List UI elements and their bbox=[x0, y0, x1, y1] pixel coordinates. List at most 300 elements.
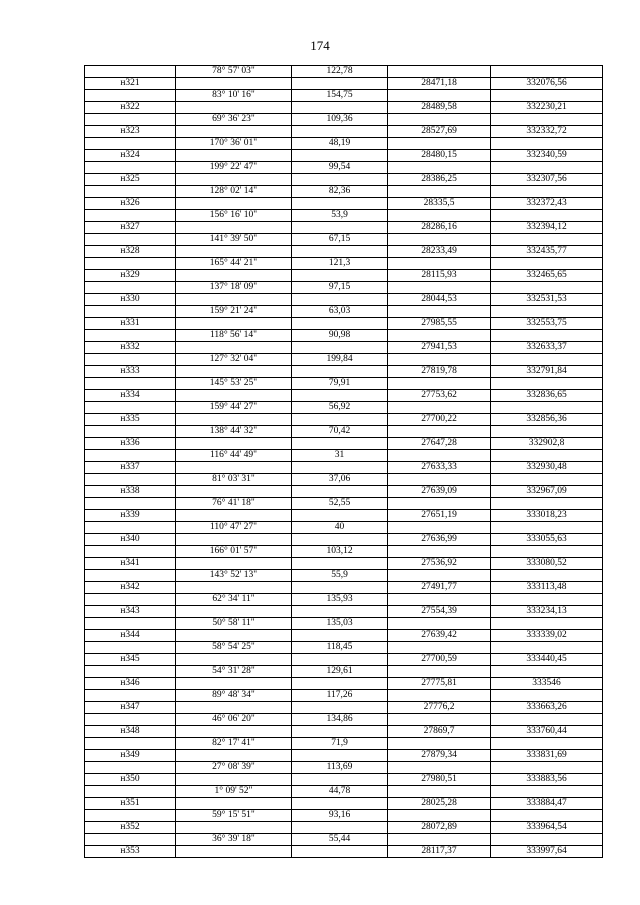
point-name-cell: н353 bbox=[85, 846, 176, 858]
segment-row bbox=[85, 210, 603, 222]
empty-cell bbox=[85, 498, 176, 510]
empty-cell bbox=[176, 678, 292, 690]
segment-length-cell: 199,84 bbox=[292, 354, 388, 366]
empty-cell bbox=[388, 594, 491, 606]
empty-cell bbox=[176, 798, 292, 810]
point-name-cell: н327 bbox=[85, 222, 176, 234]
segment-row bbox=[85, 594, 603, 606]
x-coordinate-cell: 28527,69 bbox=[388, 126, 491, 138]
direction-angle-cell: 50° 58' 11" bbox=[176, 618, 292, 630]
y-coordinate-cell: 333113,48 bbox=[491, 582, 603, 594]
direction-angle-cell: 81° 03' 31" bbox=[176, 474, 292, 486]
empty-cell bbox=[85, 402, 176, 414]
point-name-cell: н352 bbox=[85, 822, 176, 834]
x-coordinate-cell: 27980,51 bbox=[388, 774, 491, 786]
point-row bbox=[85, 78, 603, 90]
empty-cell bbox=[388, 618, 491, 630]
empty-cell bbox=[388, 210, 491, 222]
segment-length-cell: 56,92 bbox=[292, 402, 388, 414]
empty-cell bbox=[176, 462, 292, 474]
point-row bbox=[85, 774, 603, 786]
empty-cell bbox=[292, 390, 388, 402]
segment-length-cell: 55,9 bbox=[292, 570, 388, 582]
segment-row bbox=[85, 330, 603, 342]
x-coordinate-cell: 27633,33 bbox=[388, 462, 491, 474]
point-name-cell: н332 bbox=[85, 342, 176, 354]
empty-cell bbox=[491, 450, 603, 462]
y-coordinate-cell: 333546 bbox=[491, 678, 603, 690]
x-coordinate-cell: 27554,39 bbox=[388, 606, 491, 618]
y-coordinate-cell: 332902,8 bbox=[491, 438, 603, 450]
segment-length-cell: 63,03 bbox=[292, 306, 388, 318]
segment-row bbox=[85, 834, 603, 846]
empty-cell bbox=[292, 702, 388, 714]
segment-row bbox=[85, 474, 603, 486]
segment-length-cell: 109,36 bbox=[292, 114, 388, 126]
empty-cell bbox=[85, 330, 176, 342]
empty-cell bbox=[491, 66, 603, 78]
page-number: 174 bbox=[310, 38, 330, 53]
empty-cell bbox=[292, 438, 388, 450]
empty-cell bbox=[85, 354, 176, 366]
empty-cell bbox=[292, 222, 388, 234]
segment-row bbox=[85, 306, 603, 318]
empty-cell bbox=[388, 402, 491, 414]
empty-cell bbox=[292, 486, 388, 498]
empty-cell bbox=[292, 750, 388, 762]
y-coordinate-cell: 332076,56 bbox=[491, 78, 603, 90]
empty-cell bbox=[176, 702, 292, 714]
empty-cell bbox=[491, 786, 603, 798]
segment-length-cell: 90,98 bbox=[292, 330, 388, 342]
empty-cell bbox=[388, 186, 491, 198]
empty-cell bbox=[491, 162, 603, 174]
direction-angle-cell: 165° 44' 21" bbox=[176, 258, 292, 270]
x-coordinate-cell: 28025,28 bbox=[388, 798, 491, 810]
segment-row bbox=[85, 570, 603, 582]
y-coordinate-cell: 332531,53 bbox=[491, 294, 603, 306]
direction-angle-cell: 82° 17' 41" bbox=[176, 738, 292, 750]
point-row bbox=[85, 246, 603, 258]
segment-row bbox=[85, 378, 603, 390]
empty-cell bbox=[292, 558, 388, 570]
point-name-cell: н336 bbox=[85, 438, 176, 450]
y-coordinate-cell: 332307,56 bbox=[491, 174, 603, 186]
empty-cell bbox=[292, 318, 388, 330]
empty-cell bbox=[491, 570, 603, 582]
empty-cell bbox=[292, 462, 388, 474]
empty-cell bbox=[176, 750, 292, 762]
empty-cell bbox=[388, 90, 491, 102]
point-name-cell: н343 bbox=[85, 606, 176, 618]
empty-cell bbox=[491, 834, 603, 846]
segment-row bbox=[85, 666, 603, 678]
point-name-cell: н346 bbox=[85, 678, 176, 690]
empty-cell bbox=[85, 546, 176, 558]
point-name-cell: н328 bbox=[85, 246, 176, 258]
empty-cell bbox=[292, 726, 388, 738]
x-coordinate-cell: 27819,78 bbox=[388, 366, 491, 378]
point-row bbox=[85, 102, 603, 114]
segment-length-cell: 53,9 bbox=[292, 210, 388, 222]
empty-cell bbox=[176, 414, 292, 426]
segment-length-cell: 154,75 bbox=[292, 90, 388, 102]
y-coordinate-cell: 333440,45 bbox=[491, 654, 603, 666]
x-coordinate-cell: 28233,49 bbox=[388, 246, 491, 258]
empty-cell bbox=[388, 258, 491, 270]
segment-row bbox=[85, 426, 603, 438]
empty-cell bbox=[388, 282, 491, 294]
x-coordinate-cell: 28072,89 bbox=[388, 822, 491, 834]
y-coordinate-cell: 333663,26 bbox=[491, 702, 603, 714]
point-row bbox=[85, 318, 603, 330]
segment-row bbox=[85, 762, 603, 774]
y-coordinate-cell: 332930,48 bbox=[491, 462, 603, 474]
empty-cell bbox=[491, 426, 603, 438]
segment-row bbox=[85, 258, 603, 270]
point-row bbox=[85, 126, 603, 138]
direction-angle-cell: 141° 39' 50" bbox=[176, 234, 292, 246]
point-name-cell: н335 bbox=[85, 414, 176, 426]
empty-cell bbox=[176, 174, 292, 186]
point-row bbox=[85, 414, 603, 426]
x-coordinate-cell: 27869,7 bbox=[388, 726, 491, 738]
segment-row bbox=[85, 498, 603, 510]
segment-length-cell: 31 bbox=[292, 450, 388, 462]
x-coordinate-cell: 27776,2 bbox=[388, 702, 491, 714]
empty-cell bbox=[491, 666, 603, 678]
segment-row bbox=[85, 690, 603, 702]
segment-length-cell: 122,78 bbox=[292, 66, 388, 78]
empty-cell bbox=[292, 342, 388, 354]
empty-cell bbox=[388, 306, 491, 318]
direction-angle-cell: 166° 01' 57" bbox=[176, 546, 292, 558]
y-coordinate-cell: 333964,54 bbox=[491, 822, 603, 834]
empty-cell bbox=[388, 714, 491, 726]
x-coordinate-cell: 27536,92 bbox=[388, 558, 491, 570]
point-name-cell: н342 bbox=[85, 582, 176, 594]
segment-row bbox=[85, 114, 603, 126]
empty-cell bbox=[491, 474, 603, 486]
point-name-cell: н334 bbox=[85, 390, 176, 402]
point-name-cell: н321 bbox=[85, 78, 176, 90]
point-name-cell: н350 bbox=[85, 774, 176, 786]
empty-cell bbox=[491, 306, 603, 318]
direction-angle-cell: 143° 52' 13" bbox=[176, 570, 292, 582]
point-row bbox=[85, 486, 603, 498]
empty-cell bbox=[85, 810, 176, 822]
x-coordinate-cell: 27879,34 bbox=[388, 750, 491, 762]
segment-row bbox=[85, 90, 603, 102]
empty-cell bbox=[491, 690, 603, 702]
empty-cell bbox=[176, 246, 292, 258]
x-coordinate-cell: 27753,62 bbox=[388, 390, 491, 402]
empty-cell bbox=[491, 114, 603, 126]
y-coordinate-cell: 333883,56 bbox=[491, 774, 603, 786]
direction-angle-cell: 58° 54' 25" bbox=[176, 642, 292, 654]
empty-cell bbox=[85, 474, 176, 486]
segment-row bbox=[85, 186, 603, 198]
point-name-cell: н324 bbox=[85, 150, 176, 162]
x-coordinate-cell: 28489,58 bbox=[388, 102, 491, 114]
empty-cell bbox=[388, 138, 491, 150]
point-row bbox=[85, 366, 603, 378]
empty-cell bbox=[388, 666, 491, 678]
empty-cell bbox=[388, 570, 491, 582]
empty-cell bbox=[85, 594, 176, 606]
empty-cell bbox=[85, 834, 176, 846]
empty-cell bbox=[85, 186, 176, 198]
x-coordinate-cell: 28480,15 bbox=[388, 150, 491, 162]
segment-length-cell: 99,54 bbox=[292, 162, 388, 174]
segment-length-cell: 135,03 bbox=[292, 618, 388, 630]
empty-cell bbox=[388, 642, 491, 654]
direction-angle-cell: 199° 22' 47" bbox=[176, 162, 292, 174]
point-row bbox=[85, 438, 603, 450]
empty-cell bbox=[176, 510, 292, 522]
x-coordinate-cell: 27775,81 bbox=[388, 678, 491, 690]
point-row bbox=[85, 582, 603, 594]
segment-length-cell: 121,3 bbox=[292, 258, 388, 270]
segment-length-cell: 82,36 bbox=[292, 186, 388, 198]
point-row bbox=[85, 198, 603, 210]
segment-length-cell: 93,16 bbox=[292, 810, 388, 822]
empty-cell bbox=[176, 390, 292, 402]
direction-angle-cell: 59° 15' 51" bbox=[176, 810, 292, 822]
segment-length-cell: 44,78 bbox=[292, 786, 388, 798]
segment-row bbox=[85, 402, 603, 414]
segment-row bbox=[85, 282, 603, 294]
segment-length-cell: 52,55 bbox=[292, 498, 388, 510]
point-name-cell: н340 bbox=[85, 534, 176, 546]
empty-cell bbox=[292, 678, 388, 690]
empty-cell bbox=[292, 534, 388, 546]
point-row bbox=[85, 174, 603, 186]
segment-length-cell: 67,15 bbox=[292, 234, 388, 246]
point-name-cell: н337 bbox=[85, 462, 176, 474]
direction-angle-cell: 127° 32' 04" bbox=[176, 354, 292, 366]
segment-length-cell: 70,42 bbox=[292, 426, 388, 438]
empty-cell bbox=[176, 222, 292, 234]
point-name-cell: н344 bbox=[85, 630, 176, 642]
x-coordinate-cell: 27639,09 bbox=[388, 486, 491, 498]
empty-cell bbox=[491, 594, 603, 606]
segment-row bbox=[85, 450, 603, 462]
segment-row bbox=[85, 162, 603, 174]
empty-cell bbox=[491, 90, 603, 102]
x-coordinate-cell: 28335,5 bbox=[388, 198, 491, 210]
y-coordinate-cell: 332836,65 bbox=[491, 390, 603, 402]
segment-row bbox=[85, 618, 603, 630]
empty-cell bbox=[176, 294, 292, 306]
segment-length-cell: 79,91 bbox=[292, 378, 388, 390]
empty-cell bbox=[292, 126, 388, 138]
point-row bbox=[85, 630, 603, 642]
direction-angle-cell: 46° 06' 20" bbox=[176, 714, 292, 726]
empty-cell bbox=[85, 234, 176, 246]
y-coordinate-cell: 332856,36 bbox=[491, 414, 603, 426]
point-row bbox=[85, 342, 603, 354]
direction-angle-cell: 137° 18' 09" bbox=[176, 282, 292, 294]
y-coordinate-cell: 332791,84 bbox=[491, 366, 603, 378]
point-row bbox=[85, 222, 603, 234]
segment-length-cell: 118,45 bbox=[292, 642, 388, 654]
direction-angle-cell: 156° 16' 10" bbox=[176, 210, 292, 222]
direction-angle-cell: 118° 56' 14" bbox=[176, 330, 292, 342]
direction-angle-cell: 62° 34' 11" bbox=[176, 594, 292, 606]
segment-row bbox=[85, 810, 603, 822]
point-row bbox=[85, 798, 603, 810]
empty-cell bbox=[176, 78, 292, 90]
x-coordinate-cell: 27941,53 bbox=[388, 342, 491, 354]
segment-length-cell: 117,26 bbox=[292, 690, 388, 702]
empty-cell bbox=[292, 198, 388, 210]
direction-angle-cell: 145° 53' 25" bbox=[176, 378, 292, 390]
x-coordinate-cell: 27700,22 bbox=[388, 414, 491, 426]
segment-row bbox=[85, 354, 603, 366]
empty-cell bbox=[176, 102, 292, 114]
y-coordinate-cell: 332340,59 bbox=[491, 150, 603, 162]
segment-length-cell: 113,69 bbox=[292, 762, 388, 774]
point-name-cell: н345 bbox=[85, 654, 176, 666]
y-coordinate-cell: 332435,77 bbox=[491, 246, 603, 258]
segment-row bbox=[85, 714, 603, 726]
empty-cell bbox=[491, 210, 603, 222]
y-coordinate-cell: 333055,63 bbox=[491, 534, 603, 546]
segment-row bbox=[85, 786, 603, 798]
point-name-cell: н331 bbox=[85, 318, 176, 330]
empty-cell bbox=[491, 234, 603, 246]
empty-cell bbox=[491, 330, 603, 342]
empty-cell bbox=[292, 150, 388, 162]
empty-cell bbox=[491, 138, 603, 150]
x-coordinate-cell: 28115,93 bbox=[388, 270, 491, 282]
point-row bbox=[85, 678, 603, 690]
direction-angle-cell: 110° 47' 27" bbox=[176, 522, 292, 534]
point-name-cell: н348 bbox=[85, 726, 176, 738]
empty-cell bbox=[491, 546, 603, 558]
segment-length-cell: 129,61 bbox=[292, 666, 388, 678]
point-row bbox=[85, 462, 603, 474]
x-coordinate-cell: 27491,77 bbox=[388, 582, 491, 594]
point-name-cell: н323 bbox=[85, 126, 176, 138]
point-name-cell: н341 bbox=[85, 558, 176, 570]
empty-cell bbox=[292, 78, 388, 90]
point-row bbox=[85, 390, 603, 402]
empty-cell bbox=[491, 714, 603, 726]
empty-cell bbox=[388, 690, 491, 702]
segment-length-cell: 134,86 bbox=[292, 714, 388, 726]
point-row bbox=[85, 294, 603, 306]
empty-cell bbox=[176, 774, 292, 786]
empty-cell bbox=[176, 198, 292, 210]
y-coordinate-cell: 333997,64 bbox=[491, 846, 603, 858]
segment-row bbox=[85, 738, 603, 750]
y-coordinate-cell: 332372,43 bbox=[491, 198, 603, 210]
point-name-cell: н325 bbox=[85, 174, 176, 186]
direction-angle-cell: 128° 02' 14" bbox=[176, 186, 292, 198]
segment-row bbox=[85, 522, 603, 534]
direction-angle-cell: 27° 08' 39" bbox=[176, 762, 292, 774]
empty-cell bbox=[491, 258, 603, 270]
empty-cell bbox=[292, 774, 388, 786]
empty-cell bbox=[176, 846, 292, 858]
empty-cell bbox=[85, 570, 176, 582]
empty-cell bbox=[388, 546, 491, 558]
empty-cell bbox=[388, 498, 491, 510]
empty-cell bbox=[176, 558, 292, 570]
x-coordinate-cell: 28471,18 bbox=[388, 78, 491, 90]
y-coordinate-cell: 333831,69 bbox=[491, 750, 603, 762]
empty-cell bbox=[491, 186, 603, 198]
point-name-cell: н338 bbox=[85, 486, 176, 498]
point-name-cell: н347 bbox=[85, 702, 176, 714]
empty-cell bbox=[176, 318, 292, 330]
empty-cell bbox=[176, 126, 292, 138]
empty-cell bbox=[491, 762, 603, 774]
x-coordinate-cell: 28117,37 bbox=[388, 846, 491, 858]
y-coordinate-cell: 332332,72 bbox=[491, 126, 603, 138]
segment-length-cell: 97,15 bbox=[292, 282, 388, 294]
empty-cell bbox=[176, 606, 292, 618]
empty-cell bbox=[85, 138, 176, 150]
y-coordinate-cell: 333234,13 bbox=[491, 606, 603, 618]
point-row bbox=[85, 270, 603, 282]
empty-cell bbox=[292, 174, 388, 186]
empty-cell bbox=[176, 438, 292, 450]
empty-cell bbox=[388, 114, 491, 126]
empty-cell bbox=[85, 618, 176, 630]
direction-angle-cell: 1° 09' 52" bbox=[176, 786, 292, 798]
empty-cell bbox=[85, 282, 176, 294]
direction-angle-cell: 159° 21' 24" bbox=[176, 306, 292, 318]
direction-angle-cell: 54° 31' 28" bbox=[176, 666, 292, 678]
empty-cell bbox=[176, 582, 292, 594]
direction-angle-cell: 69° 36' 23" bbox=[176, 114, 292, 126]
segment-row bbox=[85, 234, 603, 246]
point-name-cell: н326 bbox=[85, 198, 176, 210]
y-coordinate-cell: 332967,09 bbox=[491, 486, 603, 498]
direction-angle-cell: 76° 41' 18" bbox=[176, 498, 292, 510]
direction-angle-cell: 116° 44' 49" bbox=[176, 450, 292, 462]
point-row bbox=[85, 606, 603, 618]
direction-angle-cell: 138° 44' 32" bbox=[176, 426, 292, 438]
direction-angle-cell: 83° 10' 16" bbox=[176, 90, 292, 102]
x-coordinate-cell: 27639,42 bbox=[388, 630, 491, 642]
empty-cell bbox=[388, 378, 491, 390]
y-coordinate-cell: 332230,21 bbox=[491, 102, 603, 114]
empty-cell bbox=[85, 738, 176, 750]
empty-cell bbox=[388, 354, 491, 366]
point-name-cell: н339 bbox=[85, 510, 176, 522]
empty-cell bbox=[85, 450, 176, 462]
empty-cell bbox=[491, 402, 603, 414]
x-coordinate-cell: 28386,25 bbox=[388, 174, 491, 186]
segment-length-cell: 71,9 bbox=[292, 738, 388, 750]
x-coordinate-cell: 27985,55 bbox=[388, 318, 491, 330]
y-coordinate-cell: 333760,44 bbox=[491, 726, 603, 738]
empty-cell bbox=[491, 354, 603, 366]
point-row bbox=[85, 702, 603, 714]
empty-cell bbox=[491, 522, 603, 534]
empty-cell bbox=[388, 474, 491, 486]
empty-cell bbox=[491, 810, 603, 822]
y-coordinate-cell: 332465,65 bbox=[491, 270, 603, 282]
empty-cell bbox=[85, 762, 176, 774]
empty-cell bbox=[292, 102, 388, 114]
y-coordinate-cell: 333339,02 bbox=[491, 630, 603, 642]
empty-cell bbox=[292, 822, 388, 834]
